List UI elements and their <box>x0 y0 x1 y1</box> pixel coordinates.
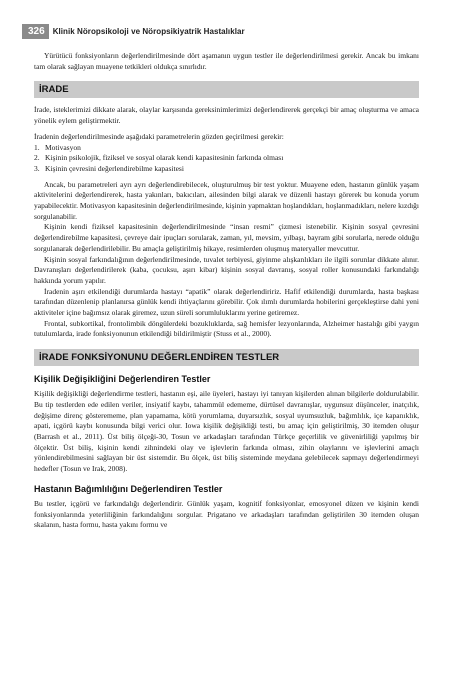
section-heading-tests: İRADE FONKSİYONUNU DEĞERLENDİREN TESTLER <box>34 349 419 366</box>
personality-tests-paragraph: Kişilik değişikliği değerlendirme testleri, hastanın eşi, aile üyeleri, hastayı iyi tanıyan kişilerden alınan bilgilerle doldurulabilir. Bu tip testlerden ede edilen veriler, insiyatif kaybı, tahammül edememe, dürtüsel davranışlar, uygunsuz düşünceler, inatçılık, değişime direnç gösterememe, plan yapamama, kötü yorumlama, duyarsızlık, sosyal uyumsuzluk, bağımlılık, içe kapanıklık, apati, içgörü kaybı konusunda bilgi verici olur. Iowa kişilik değişikliği testi, bu amaç için geliştirilmiş, 30 itemden oluşur (Barrash et al., 2011). Üst biliş ölçeği-30, Tosun ve arkadaşları tarafından Türkçe geçerlilik ve güvenirliliği yapılmış bir ölçektir. Üst biliş, kişinin kendi zihnindeki olay ve işlevlerin farkında olması, zihin olaylarını ve işlevlerini amaçlı yönlendirebilmesini sağlayan bir üst sistemdir. Bu ölçek, üst biliş sisteminde meydana gelebilecek sapmayı değerlendirmeyi hedefler (Tosun ve Irak, 2008). <box>34 389 419 474</box>
dependence-tests-paragraph: Bu testler, içgörü ve farkındalığı değerlendirir. Günlük yaşam, kognitif fonksiyonlar, emosyonel düzen ve kişinin kendi fonksiyonlarında yeterliliğinin farkındalığını sorgular. Prigatano ve arkadaşları tarafından geliştirilen 30 itemden oluşan skalanın, hasta formu, hasta yakını formu ve <box>34 498 419 530</box>
subheading-dependence-tests: Hastanın Bağımlılığını Değerlendiren Testler <box>34 483 223 494</box>
body-paragraph: İradenin aşırı etkilendiği durumlarda hastayı “apatik” olarak değerlendiririz. Hafif etkilendiği durumlarda, hasta başkası tarafından düzenlenip planlanırsa günlük kendi ihtiyaçlarını görebilir. Çok ılımlı durumlarda hobilerini gerçekleştirse dahi yeni aktiviteler içine bağımsız olarak giremez, uzun süreli sorumluluklarını yerine getiremez. <box>34 286 419 318</box>
list-item-text: Kişinin psikolojik, fiziksel ve sosyal olarak kendi kapasitesinin farkında olması <box>45 153 284 163</box>
running-header <box>22 24 430 39</box>
list-item <box>34 143 419 154</box>
book-title: Klinik Nöropsikoloji ve Nöropsikiyatrik Hastalıklar <box>52 27 245 36</box>
list-item <box>34 164 419 175</box>
section-heading-irade: İRADE <box>34 81 419 98</box>
list-item-number: 1. <box>34 142 40 152</box>
list-item-number: 3. <box>34 163 40 173</box>
body-paragraph: Frontal, subkortikal, frontolimbik döngülerdeki bozukluklarda, sağ hemisfer lezyonlarında, Alzheimer hastalığı gibi yaygın tutulumlarda, irade fonksiyonunun etkilendiği bildirilmiştir (Stuss et al., 2000). <box>34 318 419 339</box>
page-body <box>34 51 419 531</box>
list-item-text: Kişinin çevresini değerlendirebilme kapasitesi <box>45 163 184 173</box>
page-number: 326 <box>22 24 49 39</box>
list-item-number: 2. <box>34 153 40 163</box>
body-paragraph: Ancak, bu parametreleri ayrı ayrı değerlendirebilecek, oluşturulmuş bir test yoktur. Muayene eden, hastanın günlük yaşam aktivitelerini değerlendirerek, hasta yakınları, bakıcıları, ailesinden bilgi alarak ve düzenli hastayı görerek bu konuda yorum yapabilecektir. Motivasyon kapasitesinin değerlendirilmesinde, kişinin yapmaktan hoşlandıkları, hoşlanmadıkları, nelere kızdığı sorgulanabilir. <box>34 179 419 221</box>
irade-definition: İrade, isteklerimizi dikkate alarak, olaylar karşısında gereksinimlerimizi değerlendirerek gerçekçi bir amaç oluşturma ve amaca yönelik eylem geliştirmektir. <box>34 105 419 126</box>
body-paragraph: Kişinin kendi fiziksel kapasitesinin değerlendirilmesinde “insan resmi” çizmesi istenebilir. Kişinin sosyal çevresini değerlendirebilme kapasitesi, çevreye dair ipuçları sorularak, zaman, yıl, mevsim, yılbaşı, bayram gibi sorularla, nerede olduğu sorgulanarak değerlendirilebilir. Bu amaçla geliştirilmiş hikaye, resimlerden oluşmuş materyaller mevcuttur. <box>34 222 419 253</box>
body-paragraph: Kişinin sosyal farkındalığının değerlendirilmesinde, tuvalet terbiyesi, giyinme alışkanlıkları ile ilgili sorunlar dikkate alınır. Davranışları değerlendirilerek (kaba, çocuksu, aşırı kibar) kişinin sosyal davranış, sosyal roller konusundaki farkındalığı hakkında yorum yapılır. <box>34 254 419 285</box>
params-intro: İradenin değerlendirilmesinde aşağıdaki parametrelerin gözden geçirilmesi gerekir: <box>34 131 284 141</box>
list-item-text: Motivasyon <box>45 142 81 152</box>
subheading-personality-tests: Kişilik Değişikliğini Değerlendiren Testler <box>34 374 211 385</box>
parameter-list <box>34 143 419 175</box>
intro-paragraph: Yürütücü fonksiyonların değerlendirilmesinde dört aşamanın uygun testler ile değerlendirilmesi gerekir. Ancak bu imkanı tam olarak sağlayan muayene tetkikleri oldukça sınırlıdır. <box>34 51 419 71</box>
list-item <box>34 153 419 164</box>
